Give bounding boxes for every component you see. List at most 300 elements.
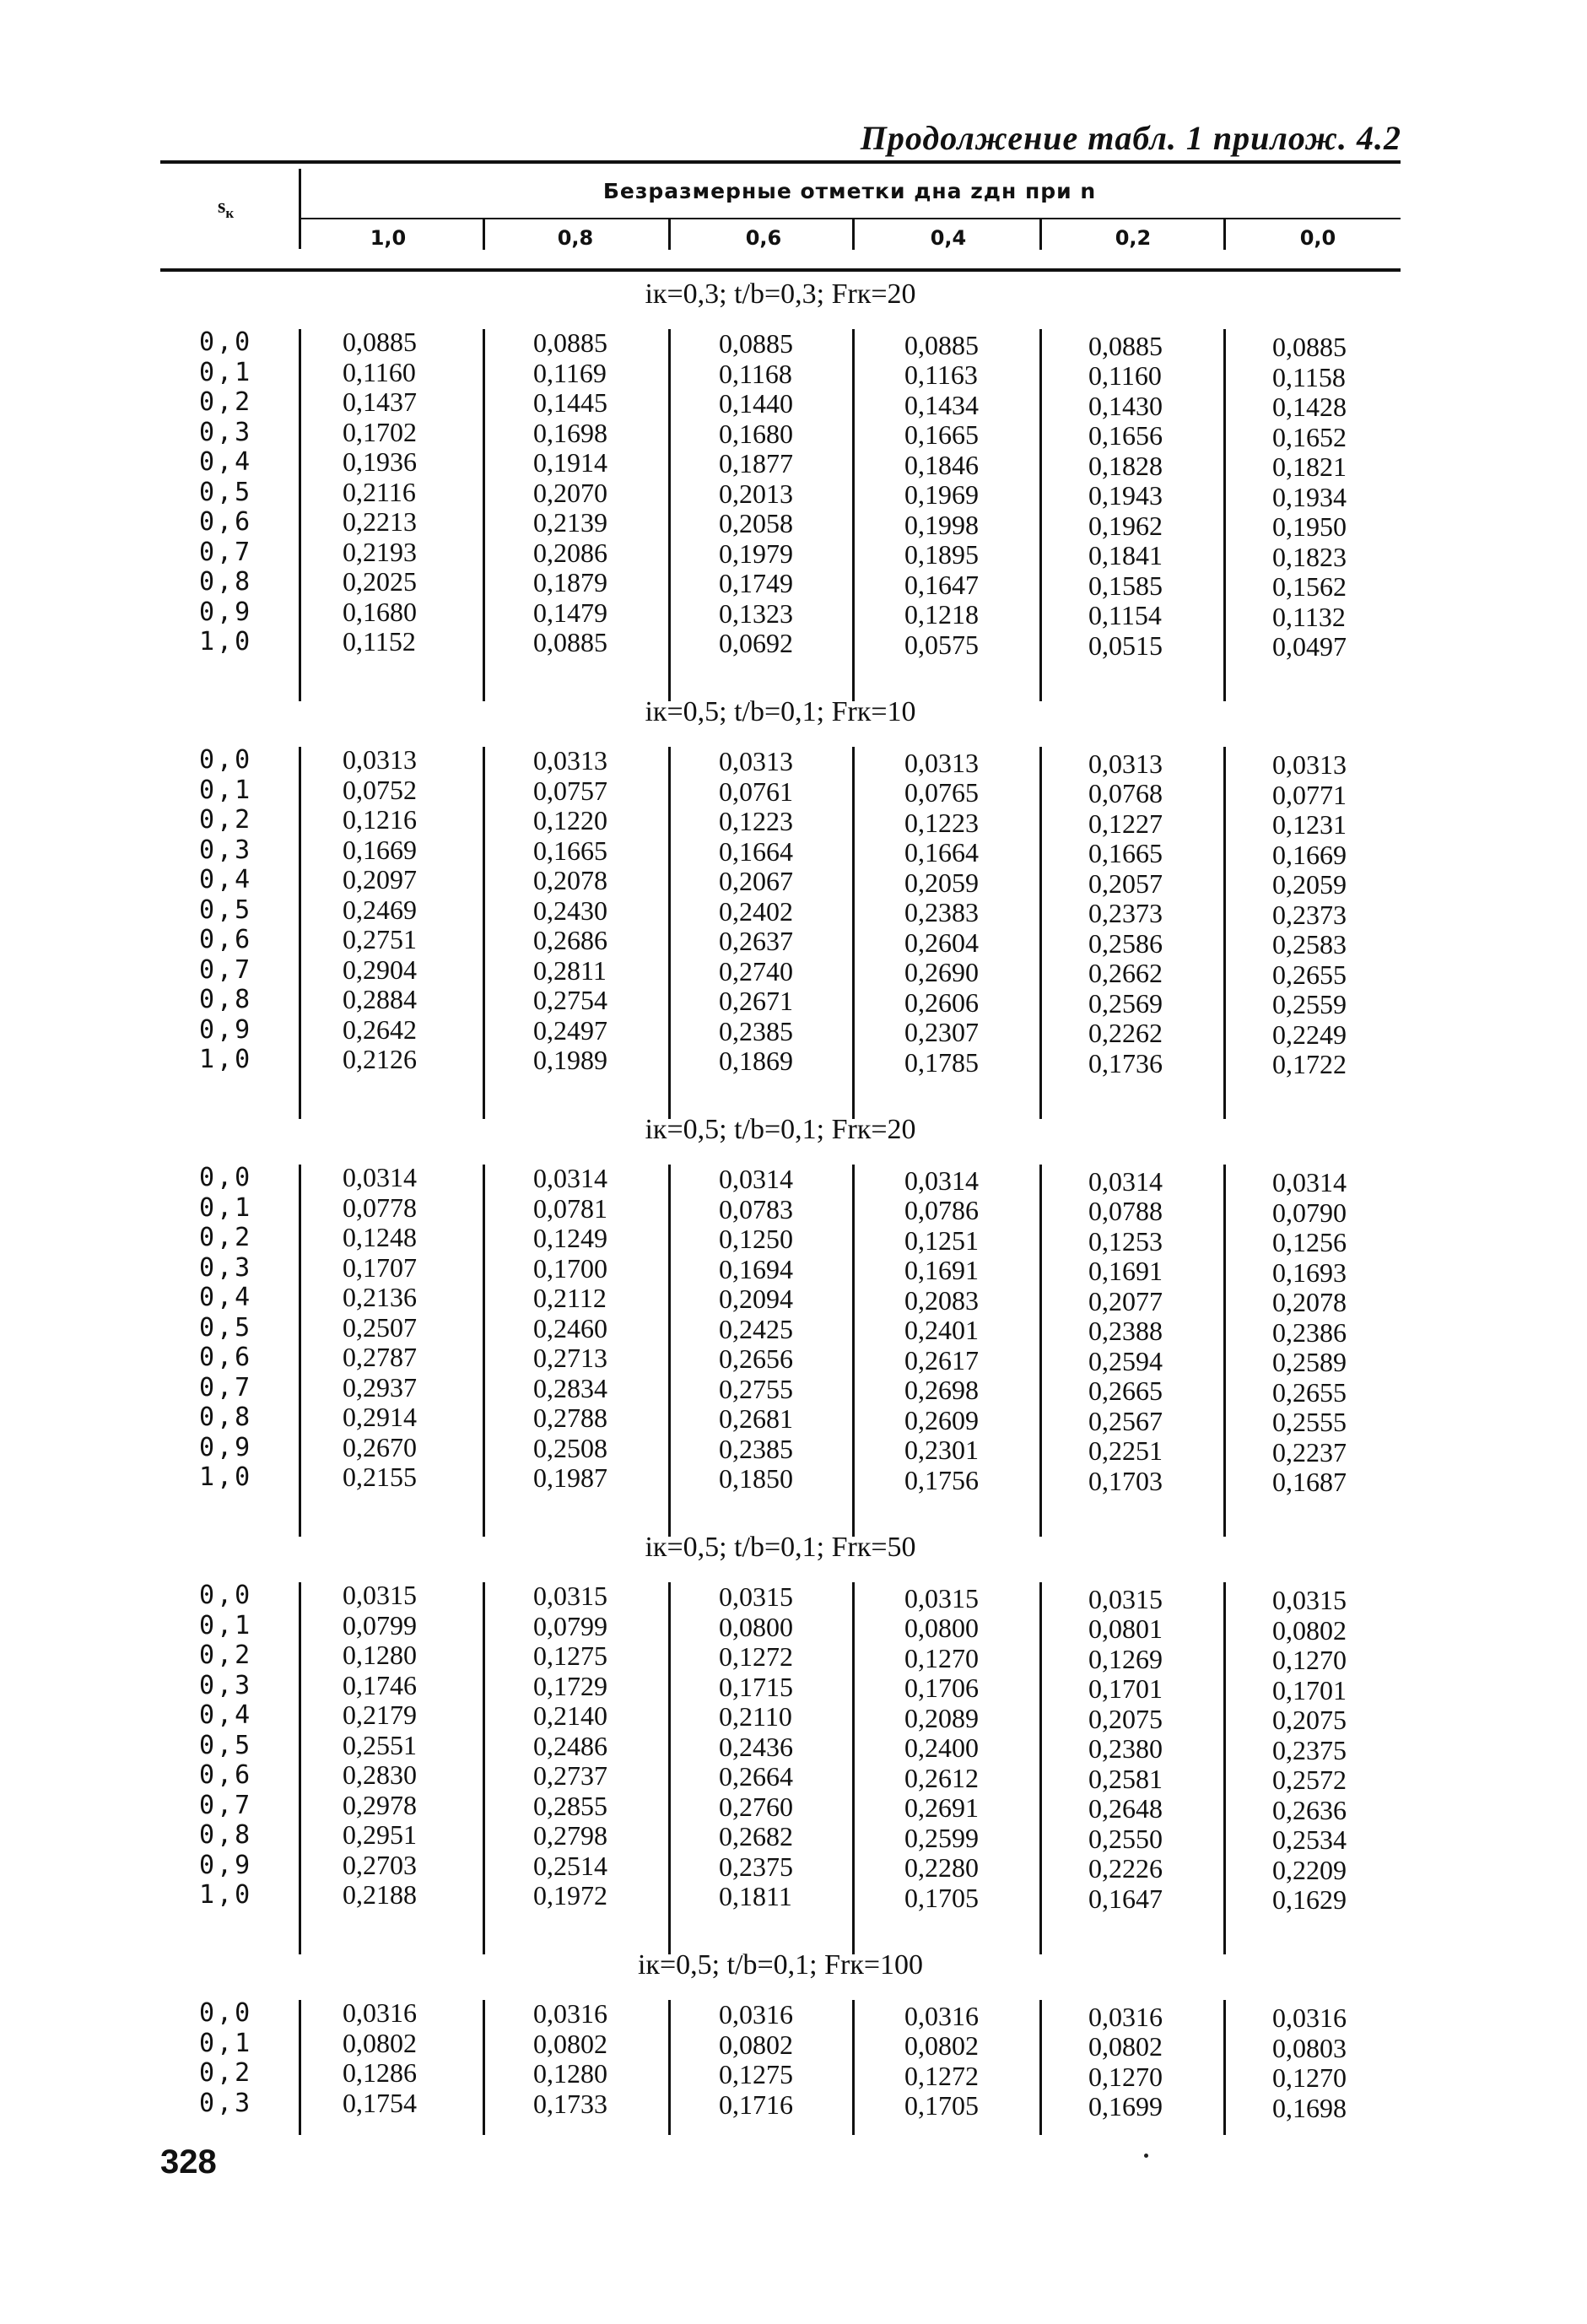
table-cell: 0,2655 bbox=[1272, 1376, 1347, 1408]
table-cell: 0,2514 bbox=[533, 1850, 607, 1881]
table-cell: 0,0802 bbox=[719, 2029, 793, 2060]
table-cell: 0,2402 bbox=[719, 895, 793, 927]
table-cell: 0,2951 bbox=[343, 1819, 417, 1850]
table-cell: 0,1821 bbox=[1272, 451, 1347, 482]
table-cell: 0,1811 bbox=[719, 1881, 792, 1912]
table-cell: 0,1286 bbox=[343, 2057, 417, 2088]
table-cell: 0,2140 bbox=[533, 1700, 607, 1732]
sk-subscript: к bbox=[225, 204, 235, 221]
table-cell: 0,1216 bbox=[343, 804, 417, 835]
table-cell: 0,2609 bbox=[904, 1404, 979, 1435]
continuation-caption: Продолжение табл. 1 прилож. 4.2 bbox=[860, 119, 1401, 157]
values-column-3 bbox=[719, 2000, 845, 2120]
sk-values-column bbox=[199, 1581, 252, 1911]
section-title: iк=0,5; t/b=0,1; Frк=10 bbox=[645, 696, 916, 727]
table-cell: 0,2830 bbox=[343, 1759, 417, 1790]
table-cell: 0,0885 bbox=[1272, 332, 1347, 362]
table-cell: 0,0885 bbox=[343, 327, 417, 357]
sk-value: 0,8 bbox=[199, 1403, 253, 1432]
table-cell: 0,2604 bbox=[904, 927, 979, 958]
table-cell: 0,0790 bbox=[1272, 1197, 1347, 1228]
table-cell: 0,0771 bbox=[1272, 779, 1347, 810]
values-column-2 bbox=[533, 1999, 660, 2119]
table-cell: 0,1253 bbox=[1088, 1225, 1163, 1257]
table-cell: 0,2569 bbox=[1088, 987, 1163, 1019]
table-cell: 0,2788 bbox=[533, 1403, 607, 1434]
table-cell: 0,1705 bbox=[904, 2090, 979, 2121]
column-divider bbox=[1223, 329, 1226, 701]
values-column-5 bbox=[1088, 332, 1215, 662]
table-cell: 0,1256 bbox=[1272, 1227, 1347, 1257]
table-cell: 0,0314 bbox=[1088, 1165, 1163, 1197]
table-cell: 0,2373 bbox=[1088, 898, 1163, 929]
values-column-5 bbox=[1088, 1585, 1215, 1915]
table-cell: 0,2401 bbox=[904, 1315, 979, 1346]
sk-value: 0,5 bbox=[199, 894, 253, 925]
table-cell: 0,0313 bbox=[343, 744, 417, 775]
table-cell: 0,1227 bbox=[1088, 808, 1163, 839]
sk-value: 0,2 bbox=[199, 387, 253, 417]
group-column-header: Безразмерные отметки дна zдн при n bbox=[602, 179, 1097, 203]
table-cell: 0,2380 bbox=[1088, 1733, 1163, 1765]
table-cell: 0,1746 bbox=[343, 1669, 417, 1700]
table-cell: 0,1669 bbox=[1272, 839, 1347, 870]
table-cell: 0,1702 bbox=[343, 416, 417, 447]
table-cell: 0,2534 bbox=[1272, 1824, 1347, 1855]
column-divider bbox=[1039, 329, 1042, 701]
sk-value: 0,1 bbox=[199, 2028, 253, 2058]
table-cell: 0,0316 bbox=[1088, 2001, 1163, 2032]
table-cell: 0,2665 bbox=[1088, 1375, 1163, 1407]
values-column-3 bbox=[719, 1165, 845, 1494]
table-cell: 0,0515 bbox=[1088, 630, 1163, 661]
table-cell: 0,1828 bbox=[1088, 450, 1163, 481]
values-column-4 bbox=[904, 2002, 1031, 2121]
column-divider bbox=[299, 2000, 301, 2135]
column-divider bbox=[483, 1582, 485, 1954]
values-column-1 bbox=[343, 1581, 469, 1911]
table-cell: 0,2787 bbox=[343, 1342, 417, 1372]
table-cell: 0,0314 bbox=[343, 1162, 417, 1192]
table-cell: 0,2655 bbox=[1272, 959, 1347, 990]
table-cell: 0,2112 bbox=[533, 1283, 607, 1314]
table-cell: 0,2188 bbox=[343, 1879, 417, 1910]
table-cell: 0,1272 bbox=[719, 1641, 793, 1673]
table-cell: 0,1280 bbox=[343, 1640, 417, 1670]
table-cell: 0,2612 bbox=[904, 1762, 979, 1793]
table-cell: 0,1691 bbox=[904, 1255, 979, 1286]
table-cell: 0,0316 bbox=[1272, 2002, 1347, 2033]
header-column-divider bbox=[668, 218, 671, 250]
table-cell: 0,1280 bbox=[533, 2058, 607, 2089]
column-divider bbox=[1223, 747, 1226, 1119]
table-cell: 0,0800 bbox=[719, 1611, 793, 1642]
table-cell: 0,0313 bbox=[1088, 748, 1163, 779]
table-cell: 0,2116 bbox=[343, 476, 416, 507]
sk-value: 0,9 bbox=[199, 1850, 253, 1880]
column-divider bbox=[1039, 1165, 1042, 1537]
sk-value: 0,2 bbox=[199, 1223, 253, 1252]
table-cell: 0,1989 bbox=[533, 1045, 607, 1076]
column-divider bbox=[668, 1165, 671, 1537]
table-cell: 0,2686 bbox=[533, 925, 607, 956]
table-cell: 0,2937 bbox=[343, 1371, 417, 1403]
table-cell: 0,0786 bbox=[904, 1195, 979, 1226]
sk-value: 0,0 bbox=[199, 1581, 253, 1610]
table-cell: 0,1736 bbox=[1088, 1047, 1163, 1078]
sk-value: 0,4 bbox=[199, 1700, 253, 1730]
table-cell: 0,0692 bbox=[719, 628, 793, 659]
header-column-divider bbox=[852, 218, 855, 250]
table-cell: 0,2599 bbox=[904, 1822, 979, 1853]
table-cell: 0,2460 bbox=[533, 1312, 607, 1343]
table-cell: 0,1850 bbox=[719, 1463, 793, 1494]
values-column-1 bbox=[343, 327, 469, 657]
table-cell: 0,0315 bbox=[904, 1582, 979, 1613]
table-cell: 0,1694 bbox=[719, 1253, 793, 1284]
table-cell: 0,2671 bbox=[719, 986, 793, 1017]
table-cell: 0,2086 bbox=[533, 537, 607, 568]
table-cell: 0,0802 bbox=[533, 2028, 607, 2059]
sk-value: 0,2 bbox=[199, 805, 253, 835]
sk-values-column bbox=[199, 1998, 252, 2118]
table-cell: 0,1877 bbox=[719, 448, 793, 479]
table-cell: 0,2508 bbox=[533, 1432, 607, 1463]
column-divider bbox=[852, 747, 855, 1119]
table-cell: 0,1699 bbox=[1088, 2091, 1163, 2122]
table-cell: 0,2057 bbox=[1088, 867, 1163, 899]
table-cell: 0,0799 bbox=[343, 1609, 417, 1640]
sk-value: 0,4 bbox=[199, 1283, 253, 1312]
table-cell: 0,2213 bbox=[343, 506, 417, 537]
table-cell: 0,2083 bbox=[904, 1284, 979, 1316]
table-cell: 0,1163 bbox=[904, 359, 978, 391]
table-cell: 0,1936 bbox=[343, 446, 417, 477]
table-cell: 0,2094 bbox=[719, 1284, 793, 1315]
table-cell: 0,2567 bbox=[1088, 1405, 1163, 1436]
section-title: iк=0,5; t/b=0,1; Frк=20 bbox=[645, 1114, 916, 1145]
sk-value: 0,1 bbox=[199, 1610, 253, 1640]
table-cell: 0,2400 bbox=[904, 1732, 979, 1764]
values-column-5 bbox=[1088, 1167, 1215, 1497]
table-cell: 0,2425 bbox=[719, 1313, 793, 1344]
table-cell: 0,1998 bbox=[904, 509, 979, 540]
table-cell: 0,0799 bbox=[533, 1610, 607, 1641]
table-cell: 0,1691 bbox=[1088, 1256, 1163, 1287]
table-cell: 0,2681 bbox=[719, 1403, 793, 1435]
column-divider bbox=[483, 1165, 485, 1537]
sk-value: 0,3 bbox=[199, 2088, 253, 2118]
table-cell: 0,1152 bbox=[343, 626, 416, 657]
sk-value: 1,0 bbox=[199, 1462, 253, 1492]
table-cell: 0,1434 bbox=[904, 389, 979, 420]
table-cell: 0,2136 bbox=[343, 1282, 417, 1312]
table-cell: 0,2755 bbox=[719, 1373, 793, 1404]
table-cell: 0,1270 bbox=[1272, 2062, 1347, 2093]
table-cell: 0,1132 bbox=[1272, 601, 1346, 632]
table-cell: 0,2078 bbox=[533, 865, 607, 896]
values-column-6 bbox=[1272, 750, 1399, 1080]
values-column-4 bbox=[904, 1584, 1031, 1914]
table-cell: 0,1756 bbox=[904, 1464, 979, 1495]
table-cell: 0,0316 bbox=[343, 1997, 417, 2028]
section-title: iк=0,5; t/b=0,1; Frк=50 bbox=[645, 1532, 916, 1563]
table-cell: 0,2249 bbox=[1272, 1019, 1347, 1050]
table-cell: 0,1680 bbox=[719, 418, 793, 449]
table-cell: 0,2237 bbox=[1272, 1436, 1347, 1467]
table-cell: 0,2798 bbox=[533, 1820, 607, 1851]
table-cell: 0,2155 bbox=[343, 1462, 417, 1492]
table-cell: 0,1969 bbox=[904, 479, 979, 511]
table-cell: 0,1705 bbox=[904, 1882, 979, 1913]
table-cell: 0,0885 bbox=[533, 627, 607, 658]
values-column-1 bbox=[343, 1163, 469, 1493]
table-cell: 0,0765 bbox=[904, 777, 979, 808]
table-cell: 0,2606 bbox=[904, 986, 979, 1018]
table-cell: 0,2637 bbox=[719, 926, 793, 957]
table-cell: 0,2089 bbox=[904, 1702, 979, 1733]
sk-value: 0,9 bbox=[199, 1014, 253, 1045]
table-cell: 0,1440 bbox=[719, 388, 793, 419]
table-cell: 0,1270 bbox=[904, 1642, 979, 1673]
table-cell: 0,0802 bbox=[343, 2027, 417, 2058]
table-cell: 0,2301 bbox=[904, 1435, 979, 1466]
table-cell: 0,2075 bbox=[1088, 1703, 1163, 1734]
table-cell: 0,1652 bbox=[1272, 421, 1347, 452]
table-cell: 0,1665 bbox=[1088, 838, 1163, 869]
table-cell: 0,1701 bbox=[1088, 1673, 1163, 1705]
table-cell: 0,1160 bbox=[1088, 360, 1162, 392]
sk-value: 0,5 bbox=[199, 477, 253, 507]
sk-values-column bbox=[199, 1163, 252, 1493]
table-cell: 0,0761 bbox=[719, 776, 793, 807]
table-cell: 0,1154 bbox=[1088, 600, 1162, 631]
table-cell: 0,1687 bbox=[1272, 1467, 1347, 1497]
table-cell: 0,1698 bbox=[533, 417, 607, 448]
table-cell: 0,0313 bbox=[1272, 749, 1347, 780]
values-column-3 bbox=[719, 329, 845, 659]
table-cell: 0,1962 bbox=[1088, 510, 1163, 541]
table-cell: 0,0314 bbox=[719, 1164, 793, 1195]
column-divider bbox=[299, 747, 301, 1119]
sk-value: 0,8 bbox=[199, 1820, 253, 1850]
table-cell: 0,0885 bbox=[904, 329, 979, 360]
table-cell: 0,2126 bbox=[343, 1044, 417, 1074]
table-cell: 0,1706 bbox=[904, 1673, 979, 1704]
table-cell: 0,1323 bbox=[719, 597, 793, 629]
table-cell: 0,2025 bbox=[343, 566, 417, 597]
table-cell: 0,1733 bbox=[533, 2088, 607, 2119]
header-bottom-rule bbox=[160, 268, 1401, 272]
table-cell: 0,1754 bbox=[343, 2087, 417, 2118]
sk-value: 1,0 bbox=[199, 1045, 253, 1074]
column-header-5: 0,2 bbox=[1115, 226, 1152, 250]
table-cell: 0,1715 bbox=[719, 1671, 793, 1702]
column-divider bbox=[483, 747, 485, 1119]
table-cell: 0,2594 bbox=[1088, 1345, 1163, 1376]
table-cell: 0,1749 bbox=[719, 568, 793, 599]
column-divider bbox=[1223, 1582, 1226, 1954]
table-cell: 0,1223 bbox=[904, 807, 979, 838]
sk-value: 0,7 bbox=[199, 1790, 253, 1820]
table-cell: 0,1629 bbox=[1272, 1884, 1347, 1915]
table-cell: 0,1270 bbox=[1088, 2061, 1163, 2092]
table-cell: 0,0316 bbox=[904, 2000, 979, 2031]
table-cell: 0,1231 bbox=[1272, 809, 1347, 840]
table-cell: 0,1950 bbox=[1272, 511, 1347, 542]
top-rule bbox=[160, 160, 1401, 164]
table-cell: 0,2713 bbox=[533, 1343, 607, 1374]
sk-value: 0,6 bbox=[199, 1343, 253, 1372]
table-cell: 0,0802 bbox=[1272, 1614, 1347, 1646]
table-cell: 0,2740 bbox=[719, 955, 793, 986]
table-cell: 0,2436 bbox=[719, 1731, 793, 1762]
values-column-5 bbox=[1088, 2002, 1215, 2122]
table-cell: 0,1647 bbox=[1088, 1883, 1163, 1914]
table-cell: 0,2430 bbox=[533, 894, 607, 926]
table-cell: 0,2682 bbox=[719, 1821, 793, 1852]
table-cell: 0,2834 bbox=[533, 1372, 607, 1403]
table-cell: 0,1269 bbox=[1088, 1643, 1163, 1674]
table-cell: 0,1701 bbox=[1272, 1674, 1347, 1705]
table-cell: 0,1656 bbox=[1088, 420, 1163, 451]
values-column-3 bbox=[719, 747, 845, 1077]
table-cell: 0,0885 bbox=[719, 328, 793, 359]
table-cell: 0,2978 bbox=[343, 1789, 417, 1820]
table-cell: 0,1669 bbox=[343, 834, 417, 865]
column-divider bbox=[668, 329, 671, 701]
table-cell: 0,0768 bbox=[1088, 778, 1163, 809]
table-cell: 0,2307 bbox=[904, 1017, 979, 1048]
sk-value: 0,3 bbox=[199, 1252, 253, 1283]
column-header-3: 0,6 bbox=[745, 226, 782, 250]
column-header-4: 0,4 bbox=[930, 226, 967, 250]
table-cell: 0,0788 bbox=[1088, 1196, 1163, 1227]
sk-value: 0,3 bbox=[199, 1670, 253, 1700]
values-column-6 bbox=[1272, 1586, 1399, 1916]
sk-column-header bbox=[218, 196, 234, 222]
column-divider bbox=[483, 2000, 485, 2135]
table-cell: 0,1430 bbox=[1088, 390, 1163, 421]
table-cell: 0,2751 bbox=[343, 924, 417, 954]
section-title: iк=0,3; t/b=0,3; Frк=20 bbox=[645, 278, 916, 310]
table-cell: 0,1664 bbox=[904, 837, 979, 868]
table-cell: 0,1437 bbox=[343, 386, 417, 417]
table-cell: 0,2559 bbox=[1272, 989, 1347, 1019]
table-cell: 0,2059 bbox=[1272, 869, 1347, 900]
table-cell: 0,1943 bbox=[1088, 480, 1163, 511]
table-cell: 0,1664 bbox=[719, 835, 793, 867]
table-cell: 0,2251 bbox=[1088, 1435, 1163, 1467]
table-cell: 0,0802 bbox=[904, 2030, 979, 2062]
table-cell: 0,2373 bbox=[1272, 899, 1347, 930]
table-cell: 0,2110 bbox=[719, 1701, 792, 1732]
table-cell: 0,0885 bbox=[533, 327, 607, 359]
table-cell: 0,1169 bbox=[533, 357, 607, 388]
table-cell: 0,1445 bbox=[533, 387, 607, 419]
sk-value: 0,7 bbox=[199, 537, 253, 567]
table-cell: 0,1680 bbox=[343, 596, 417, 627]
table-cell: 0,1698 bbox=[1272, 2092, 1347, 2123]
table-cell: 0,2075 bbox=[1272, 1705, 1347, 1735]
sk-value: 0,8 bbox=[199, 985, 253, 1014]
page-number: 328 bbox=[160, 2143, 217, 2181]
table-cell: 0,1879 bbox=[533, 567, 607, 598]
table-cell: 0,1979 bbox=[719, 538, 793, 569]
table-cell: 0,2059 bbox=[904, 867, 979, 898]
column-divider bbox=[299, 329, 301, 701]
table-cell: 0,2226 bbox=[1088, 1853, 1163, 1884]
table-cell: 0,0497 bbox=[1272, 631, 1347, 662]
table-cell: 0,1846 bbox=[904, 449, 979, 480]
table-cell: 0,1158 bbox=[1272, 361, 1346, 392]
table-cell: 0,1562 bbox=[1272, 571, 1347, 602]
sk-value: 0,7 bbox=[199, 954, 253, 985]
column-divider bbox=[668, 747, 671, 1119]
values-column-4 bbox=[904, 749, 1031, 1078]
column-divider bbox=[668, 1582, 671, 1954]
table-cell: 0,1218 bbox=[904, 599, 979, 630]
values-column-2 bbox=[533, 328, 660, 658]
column-divider bbox=[668, 2000, 671, 2135]
table-cell: 0,2884 bbox=[343, 984, 417, 1014]
table-cell: 0,2690 bbox=[904, 957, 979, 988]
table-cell: 0,1647 bbox=[904, 569, 979, 600]
table-cell: 0,2388 bbox=[1088, 1316, 1163, 1347]
column-divider bbox=[1223, 1165, 1226, 1537]
table-cell: 0,1703 bbox=[1088, 1465, 1163, 1496]
column-divider bbox=[852, 2000, 855, 2135]
sk-value: 1,0 bbox=[199, 627, 253, 657]
table-cell: 0,1220 bbox=[533, 805, 607, 836]
table-cell: 0,2262 bbox=[1088, 1018, 1163, 1049]
values-column-1 bbox=[343, 1998, 469, 2118]
table-cell: 0,1223 bbox=[719, 806, 793, 837]
table-cell: 0,1665 bbox=[904, 419, 979, 451]
table-cell: 0,1272 bbox=[904, 2060, 979, 2091]
table-cell: 0,0315 bbox=[533, 1581, 607, 1612]
header-column-divider bbox=[483, 218, 485, 250]
table-cell: 0,2078 bbox=[1272, 1287, 1347, 1317]
column-header-1: 1,0 bbox=[370, 226, 407, 250]
sk-value: 0,7 bbox=[199, 1372, 253, 1403]
table-cell: 0,2385 bbox=[719, 1015, 793, 1046]
table-cell: 0,2497 bbox=[533, 1014, 607, 1046]
values-column-2 bbox=[533, 746, 660, 1076]
table-cell: 0,1987 bbox=[533, 1462, 607, 1494]
table-cell: 0,2648 bbox=[1088, 1793, 1163, 1824]
table-cell: 0,2280 bbox=[904, 1852, 979, 1884]
table-cell: 0,2077 bbox=[1088, 1285, 1163, 1316]
column-divider bbox=[483, 329, 485, 701]
table-cell: 0,2385 bbox=[719, 1433, 793, 1464]
table-cell: 0,0778 bbox=[343, 1192, 417, 1223]
table-cell: 0,2855 bbox=[533, 1790, 607, 1821]
table-cell: 0,1716 bbox=[719, 2089, 793, 2120]
table-cell: 0,1707 bbox=[343, 1251, 417, 1283]
sk-value: 0,0 bbox=[199, 745, 253, 775]
table-cell: 0,2551 bbox=[343, 1729, 417, 1760]
values-column-2 bbox=[533, 1164, 660, 1494]
column-divider bbox=[1039, 747, 1042, 1119]
table-cell: 0,2760 bbox=[719, 1791, 793, 1822]
table-cell: 0,1160 bbox=[343, 356, 416, 387]
header-column-divider bbox=[1223, 218, 1226, 250]
values-column-5 bbox=[1088, 749, 1215, 1079]
column-divider bbox=[299, 1582, 301, 1954]
table-cell: 0,1722 bbox=[1272, 1049, 1347, 1079]
table-cell: 0,1785 bbox=[904, 1046, 979, 1078]
